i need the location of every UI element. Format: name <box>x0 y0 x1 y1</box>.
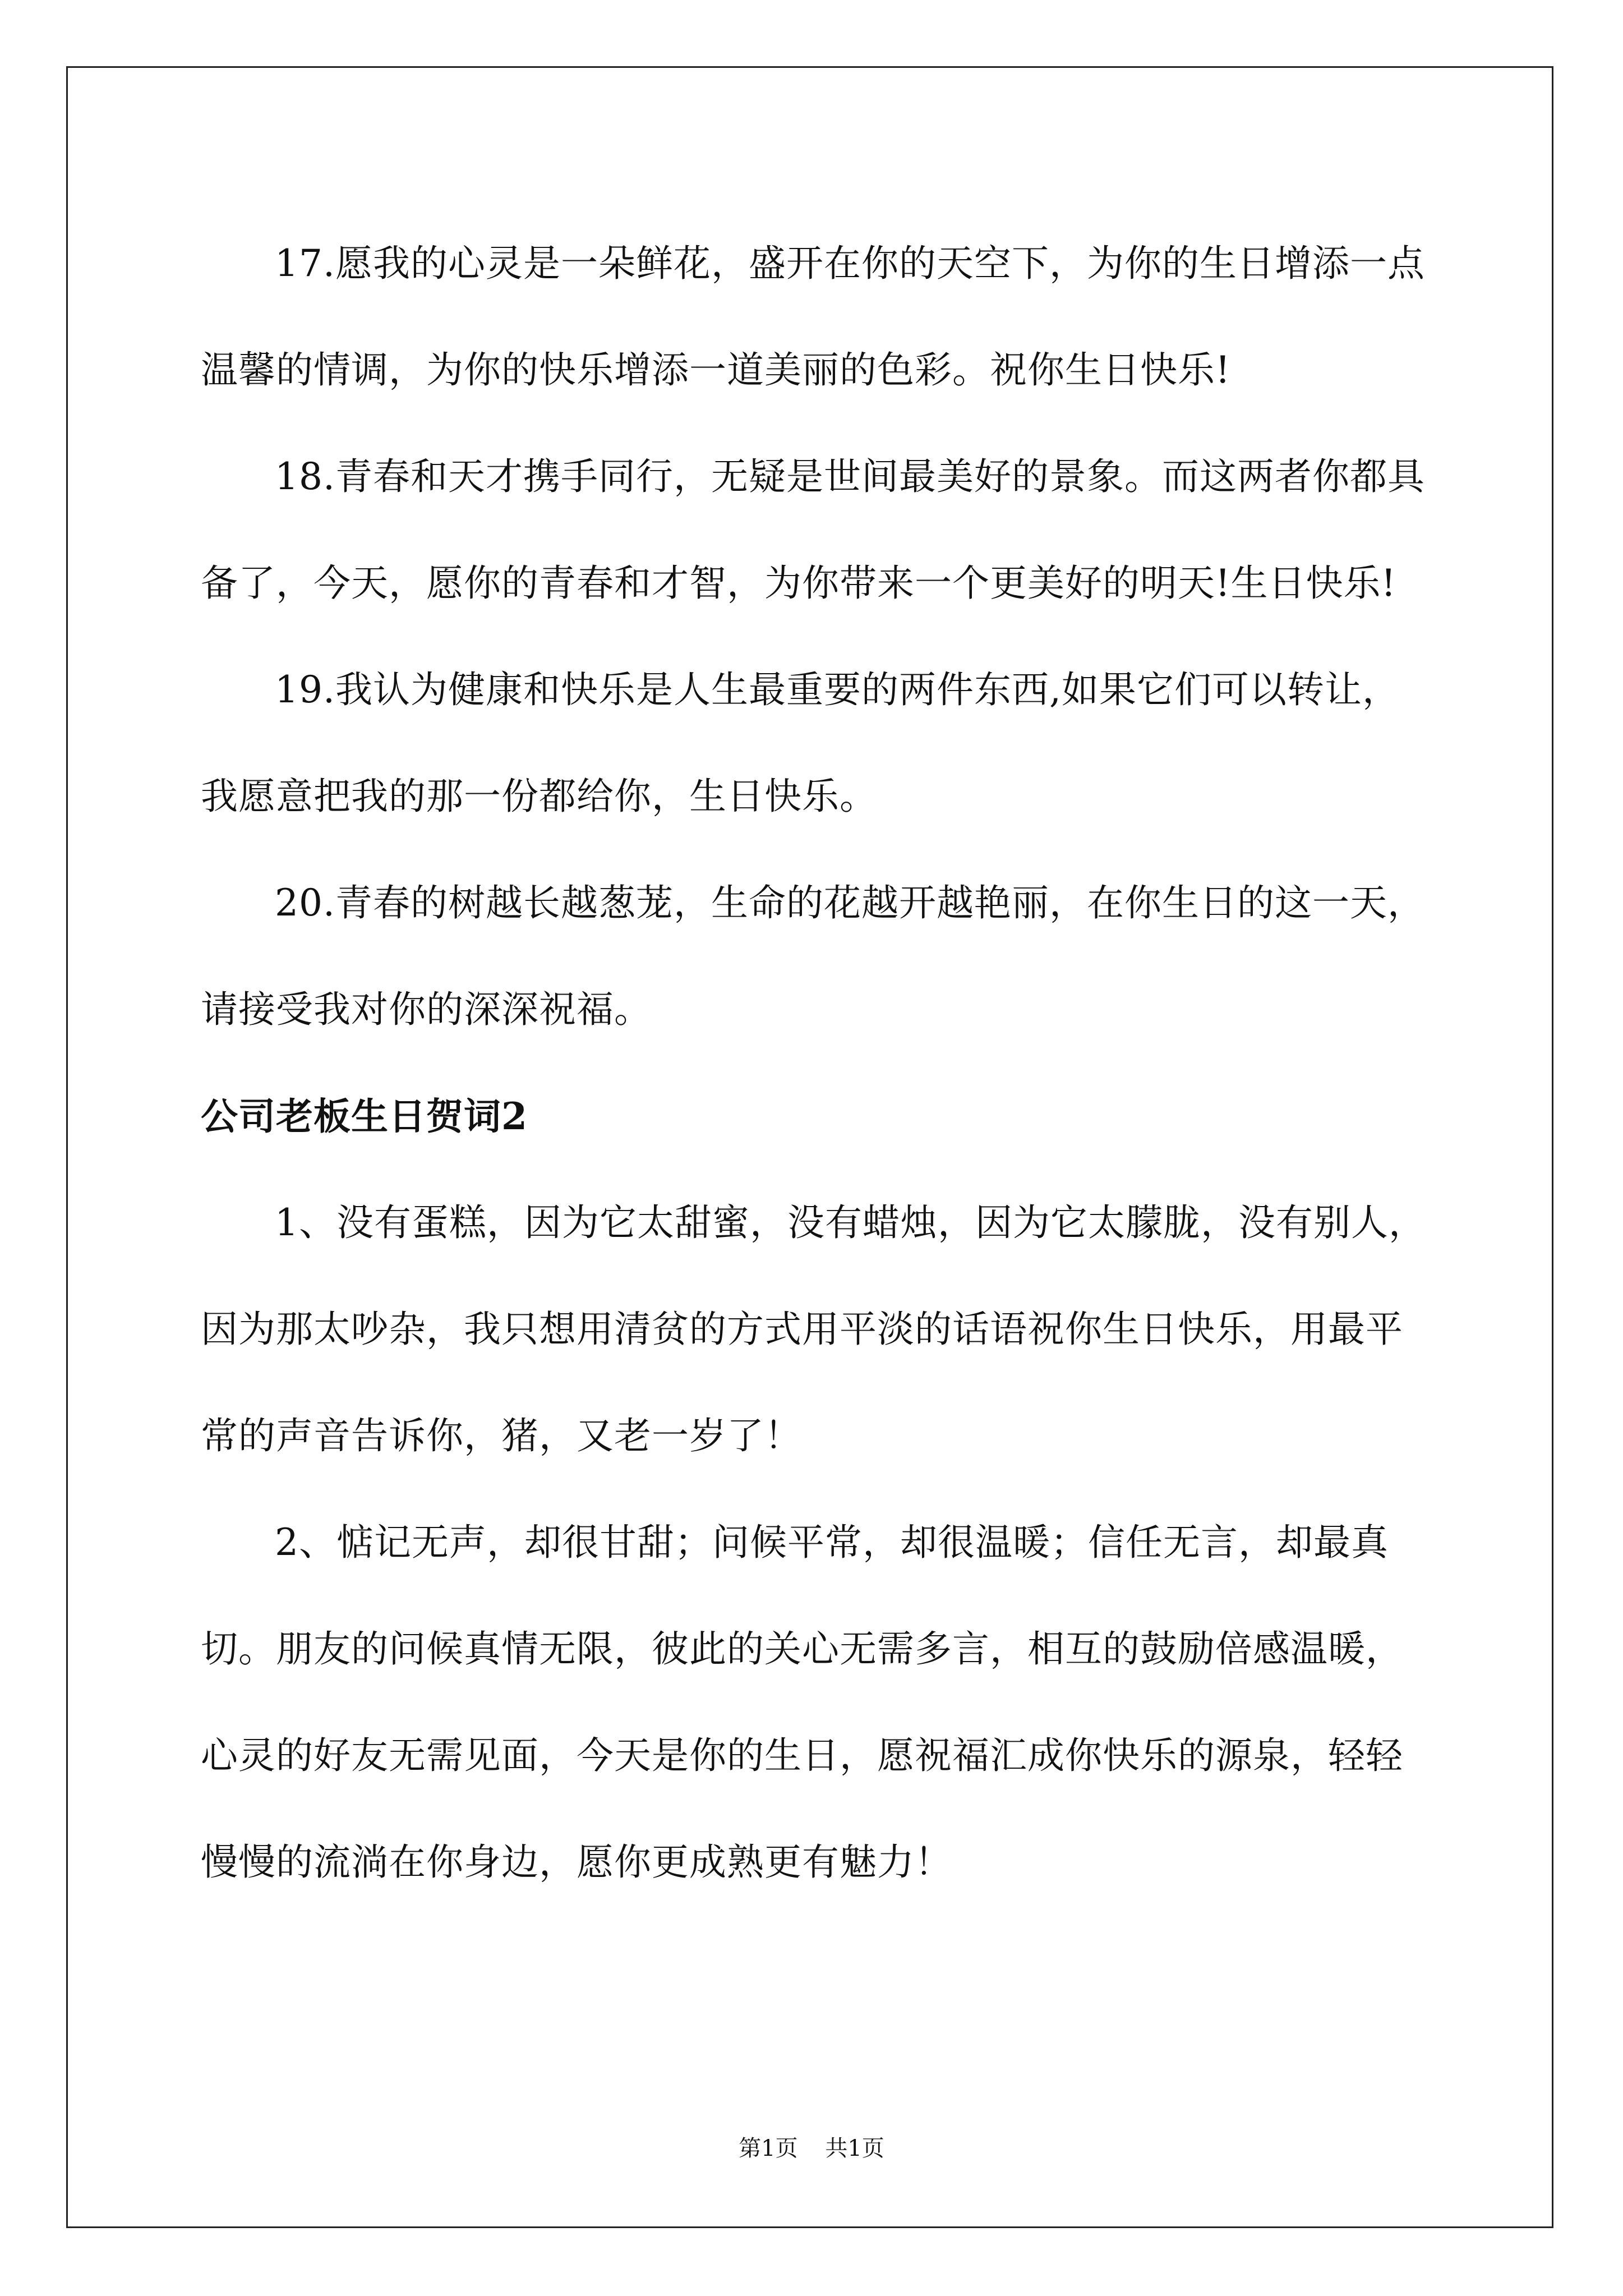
section-paragraph-1: 1、没有蛋糕，因为它太甜蜜，没有蜡烛，因为它太朦胧，没有别人，因为那太吵杂，我只想用清贫的方式用平淡的话语祝你生日快乐，用最平常的声音告诉你，猪，又老一岁了！ <box>201 1201 1426 1457</box>
page-number: 第1页 <box>739 2136 798 2161</box>
page-total: 共1页 <box>825 2136 884 2161</box>
section-heading: 公司老板生日贺词2 <box>201 1094 528 1138</box>
paragraph-19: 19.我认为健康和快乐是人生最重要的两件东西,如果它们可以转让，我愿意把我的那一份都给你，生日快乐。 <box>201 668 1400 818</box>
paragraph-17: 17.愿我的心灵是一朵鲜花，盛开在你的天空下，为你的生日增添一点温馨的情调，为你的快乐增添一道美丽的色彩。祝你生日快乐! <box>201 242 1425 392</box>
paragraph-20: 20.青春的树越长越葱茏，生命的花越开越艳丽，在你生日的这一天，请接受我对你的深深祝福。 <box>201 881 1425 1031</box>
section-paragraph-2: 2、惦记无声，却很甘甜；问候平常，却很温暖；信任无言，却最真切。朋友的问候真情无限，彼此的关心无需多言，相互的鼓励倍感温暖，心灵的好友无需见面，今天是你的生日，愿祝福汇成你快乐的源泉，轻轻慢慢的流淌在你身边，愿你更成熟更有魅力！ <box>201 1521 1403 1884</box>
paragraph-18: 18.青春和天才携手同行，无疑是世间最美好的景象。而这两者你都具备了，今天，愿你的青春和才智，为你带来一个更美好的明天!生日快乐! <box>201 455 1425 605</box>
page-footer <box>0 2132 1623 2165</box>
document-body <box>201 210 1429 1916</box>
